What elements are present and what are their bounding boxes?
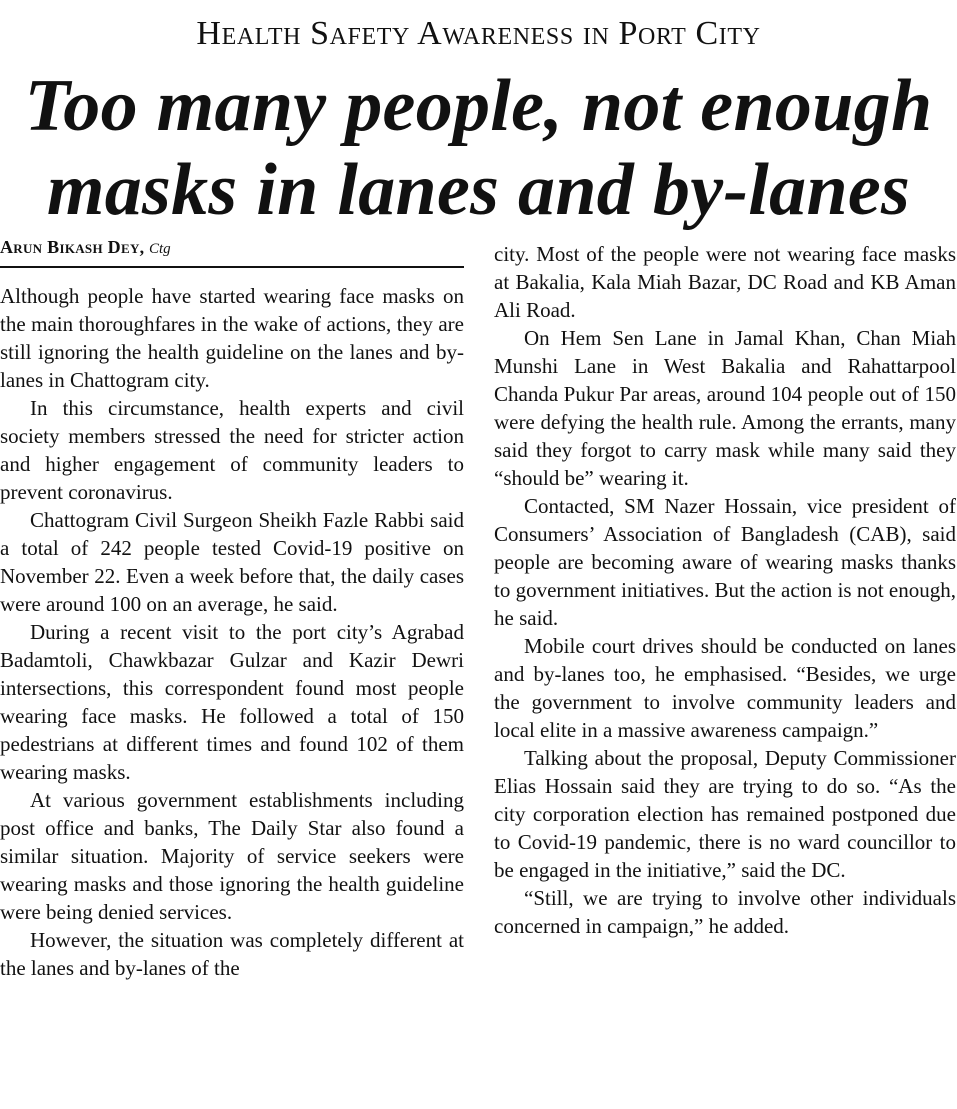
paragraph: Talking about the proposal, Deputy Commissioner Elias Hossain said they are trying to do so. “As the city corporation election has remained postponed due to Covid-19 pandemic, there is no ward councillor to be engaged in the initiative,” said the DC.	[494, 746, 956, 882]
headline	[0, 64, 957, 232]
paragraph: Contacted, SM Nazer Hossain, vice president of Consumers’ Association of Bangladesh (CAB), said people are becoming aware of wearing masks thanks to government initiatives. But the action is not enough, he said.	[494, 494, 956, 630]
paragraph: Chattogram Civil Surgeon Sheikh Fazle Rabbi said a total of 242 people tested Covid-19 positive on November 22. Even a week before that, the daily cases were around 100 on an average, he said.	[0, 508, 464, 616]
headline-line-2: masks in lanes and by-lanes	[46, 149, 911, 231]
paragraph: “Still, we are trying to involve other individuals concerned in campaign,” he added.	[494, 886, 956, 938]
headline-line-1: Too many people, not enough	[24, 65, 933, 147]
paragraph: Mobile court drives should be conducted on lanes and by-lanes too, he emphasised. “Besides, we urge the government to involve community leaders and local elite in a massive awareness campaign.”	[494, 634, 956, 742]
byline-author: Arun Bikash Dey,	[0, 237, 145, 257]
paragraph: Although people have started wearing face masks on the main thoroughfares in the wake of actions, they are still ignoring the health guideline on the lanes and by-lanes in Chattogram city.	[0, 284, 464, 392]
paragraph: However, the situation was completely different at the lanes and by-lanes of the	[0, 928, 464, 980]
byline	[0, 232, 464, 268]
section-kicker: Health Safety Awareness in Port City	[196, 15, 761, 52]
byline-location: Ctg	[148, 241, 171, 257]
paragraph: At various government establishments including post office and banks, The Daily Star also found a similar situation. Majority of service seekers were wearing masks and those ignoring the health guideline were being denied services.	[0, 788, 464, 924]
paragraph: On Hem Sen Lane in Jamal Khan, Chan Miah Munshi Lane in West Bakalia and Rahattarpool Chanda Pukur Par areas, around 104 people out of 150 were defying the health rule. Among the errants, many said they forgot to carry mask while many said they “should be” wearing it.	[494, 326, 956, 490]
paragraph: During a recent visit to the port city’s Agrabad Badamtoli, Chawkbazar Gulzar and Kazir Dewri intersections, this correspondent found most people wearing face masks. He followed a total of 150 pedestrians at different times and found 102 of them wearing masks.	[0, 620, 464, 784]
paragraph: In this circumstance, health experts and civil society members stressed the need for stricter action and higher engagement of community leaders to prevent coronavirus.	[0, 396, 464, 504]
article-column-left	[0, 282, 464, 982]
paragraph: city. Most of the people were not wearing face masks at Bakalia, Kala Miah Bazar, DC Road and KB Aman Ali Road.	[494, 242, 956, 322]
article-column-right	[494, 240, 956, 940]
